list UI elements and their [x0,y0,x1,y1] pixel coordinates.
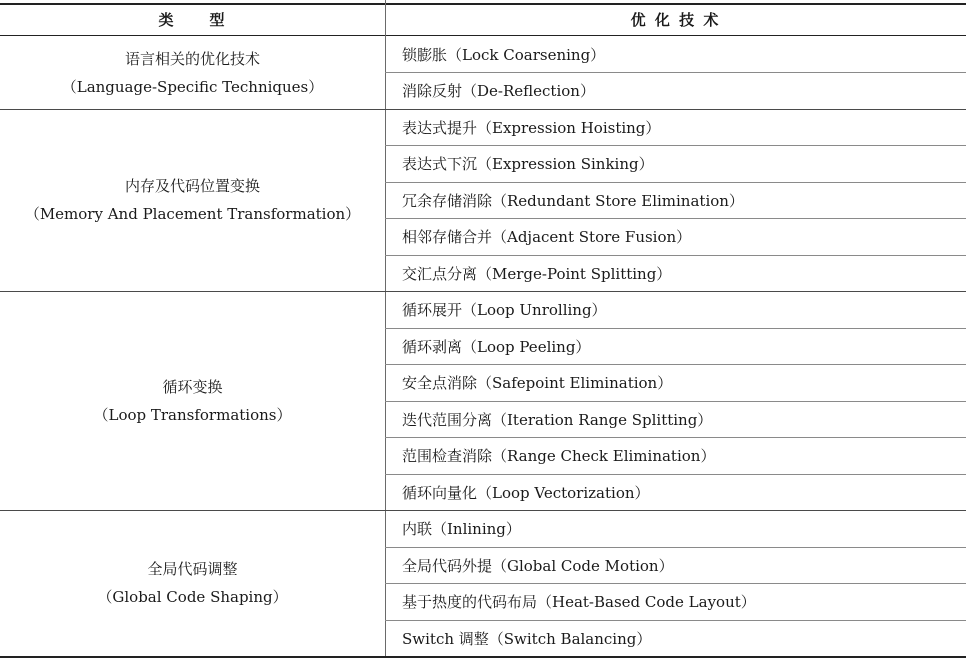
category-name-en: （Global Code Shaping） [97,588,288,606]
category-cell [0,36,385,109]
category-name-zh: 全局代码调整 [147,560,238,578]
category-name-zh: 语言相关的优化技术 [124,49,260,68]
technique-row [385,72,966,108]
technique-row [385,109,966,145]
technique-label: 内联（Inlining） [402,519,521,538]
technique-label: 消除反射（De-Reflection） [402,82,595,100]
technique-row [385,401,966,437]
category-name-en: （Memory And Placement Transformation） [24,205,361,223]
header-category-label: 类 型 [158,10,227,29]
technique-label: Switch 调整（Switch Balancing） [402,630,652,648]
header-technique [385,4,966,34]
category-name-en: （Loop Transformations） [93,405,292,424]
technique-row [385,255,966,291]
technique-label: 表达式下沉（Expression Sinking） [402,155,654,173]
technique-row [385,182,966,218]
category-cell [0,109,385,291]
technique-label: 循环向量化（Loop Vectorization） [402,484,650,502]
technique-row [385,583,966,619]
category-cell [0,291,385,510]
technique-label: 全局代码外提（Global Code Motion） [402,557,674,575]
technique-row [385,620,966,656]
technique-row [385,474,966,510]
technique-label: 锁膨胀（Lock Coarsening） [402,45,606,64]
technique-label: 冗余存储消除（Redundant Store Elimination） [402,192,744,210]
category-name-zh: 循环变换 [162,377,223,396]
technique-row [385,328,966,364]
header-technique-label: 优 化 技 术 [630,10,721,29]
category-cell [0,510,385,656]
technique-label: 相邻存储合并（Adjacent Store Fusion） [402,228,692,246]
technique-label: 迭代范围分离（Iteration Range Splitting） [402,411,713,429]
technique-label: 交汇点分离（Merge-Point Splitting） [402,265,672,283]
technique-label: 安全点消除（Safepoint Elimination） [402,374,673,392]
category-name-en: （Language-Specific Techniques） [61,77,324,96]
technique-row [385,547,966,583]
technique-label: 表达式提升（Expression Hoisting） [402,118,661,137]
header-category [0,4,385,34]
technique-label: 循环剥离（Loop Peeling） [402,338,591,356]
technique-row [385,36,966,72]
technique-row [385,510,966,546]
technique-row [385,291,966,327]
technique-label: 范围检查消除（Range Check Elimination） [402,447,716,465]
technique-label: 基于热度的代码布局（Heat-Based Code Layout） [402,593,756,611]
technique-row [385,364,966,400]
technique-label: 循环展开（Loop Unrolling） [402,300,607,319]
technique-row [385,437,966,473]
technique-row [385,218,966,254]
technique-row [385,145,966,181]
category-name-zh: 内存及代码位置变换 [124,177,260,195]
